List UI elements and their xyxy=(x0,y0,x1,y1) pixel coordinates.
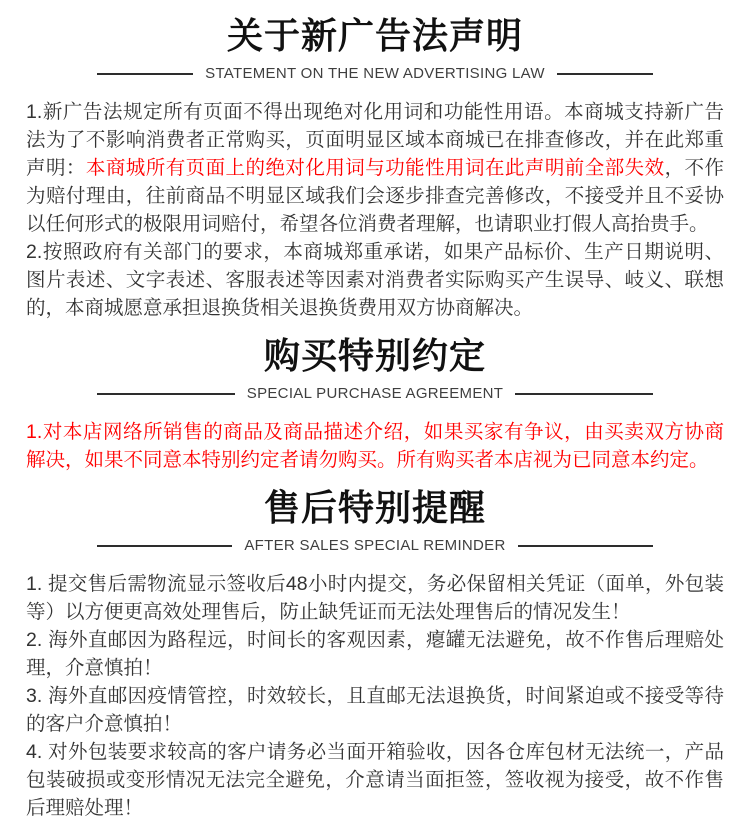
after-sales-item-3: 3. 海外直邮因疫情管控，时效较长，且直邮无法退换货，时间紧迫或不接受等待的客户介意慎拍！ xyxy=(26,685,724,735)
after-sales-item-1: 1. 提交售后需物流显示签收后48小时内提交，务必保留相关凭证（面单，外包装等）以方便更高效处理售后，防止缺凭证而无法处理售后的情况发生！ xyxy=(26,573,724,623)
divider-line-right xyxy=(515,393,653,395)
purchase-agreement-title: 购买特别约定 xyxy=(263,335,486,376)
divider-line-left xyxy=(97,393,235,395)
divider-line-left xyxy=(97,73,193,75)
after-sales-subtitle: AFTER SALES SPECIAL REMINDER xyxy=(244,537,506,554)
divider-line-right xyxy=(557,73,653,75)
section-purchase-agreement xyxy=(0,334,750,474)
advertising-law-paragraph-1 xyxy=(26,98,724,238)
purchase-agreement-subtitle-divider xyxy=(97,384,653,404)
after-sales-item-4: 4. 对外包装要求较高的客户请务必当面开箱验收，因各仓库包材无法统一，产品包装破损或变形情况无法完全避免，介意请当面拒签，签收视为接受，故不作售后理赔处理！ xyxy=(26,741,724,819)
advertising-law-body xyxy=(0,98,750,322)
advertising-law-paragraph-2: 2.按照政府有关部门的要求，本商城郑重承诺，如果产品标价、生产日期说明、图片表述、文字表述、客服表述等因素对消费者实际购买产生误导、岐义、联想的，本商城愿意承担退换货相关退换货费用双方协商解决。 xyxy=(26,241,724,319)
divider-line-right xyxy=(518,545,653,547)
after-sales-item-2: 2. 海外直邮因为路程远，时间长的客观因素，瘪罐无法避免，故不作售后理赔处理，介意慎拍！ xyxy=(26,629,724,679)
advertising-law-p1-lead: 1.新广告法规定所有页面不得出现绝对化用词和功能性用语。本商城支持新广告法为了不影响消费者正常购买，页面明显区域本商城已在排查修改，并在此郑重声明： xyxy=(26,101,724,179)
after-sales-title: 售后特别提醒 xyxy=(263,487,486,528)
divider-line-left xyxy=(97,545,232,547)
advertising-law-p1-tail: ，不作为赔付理由，往前商品不明显区域我们会逐步排查完善修改，不接受并且不妥协以任何形式的极限用词赔付，希望各位消费者理解，也请职业打假人高抬贵手。 xyxy=(26,157,724,235)
advertising-law-title: 关于新广告法声明 xyxy=(226,15,523,56)
after-sales-subtitle-divider xyxy=(97,536,653,556)
section-advertising-law xyxy=(0,14,750,322)
advertising-law-subtitle-divider xyxy=(97,64,653,84)
purchase-agreement-body xyxy=(0,418,750,474)
purchase-agreement-subtitle: SPECIAL PURCHASE AGREEMENT xyxy=(246,385,504,402)
advertising-law-subtitle: STATEMENT ON THE NEW ADVERTISING LAW xyxy=(205,65,545,82)
after-sales-body xyxy=(0,570,750,822)
section-after-sales-reminder xyxy=(0,486,750,822)
advertising-law-p1-highlight: 本商城所有页面上的绝对化用词与功能性用词在此声明前全部失效 xyxy=(85,157,665,179)
purchase-agreement-paragraph: 1.对本店网络所销售的商品及商品描述介绍，如果买家有争议，由买卖双方协商解决，如果不同意本特别约定者请勿购买。所有购买者本店视为已同意本约定。 xyxy=(26,421,724,471)
